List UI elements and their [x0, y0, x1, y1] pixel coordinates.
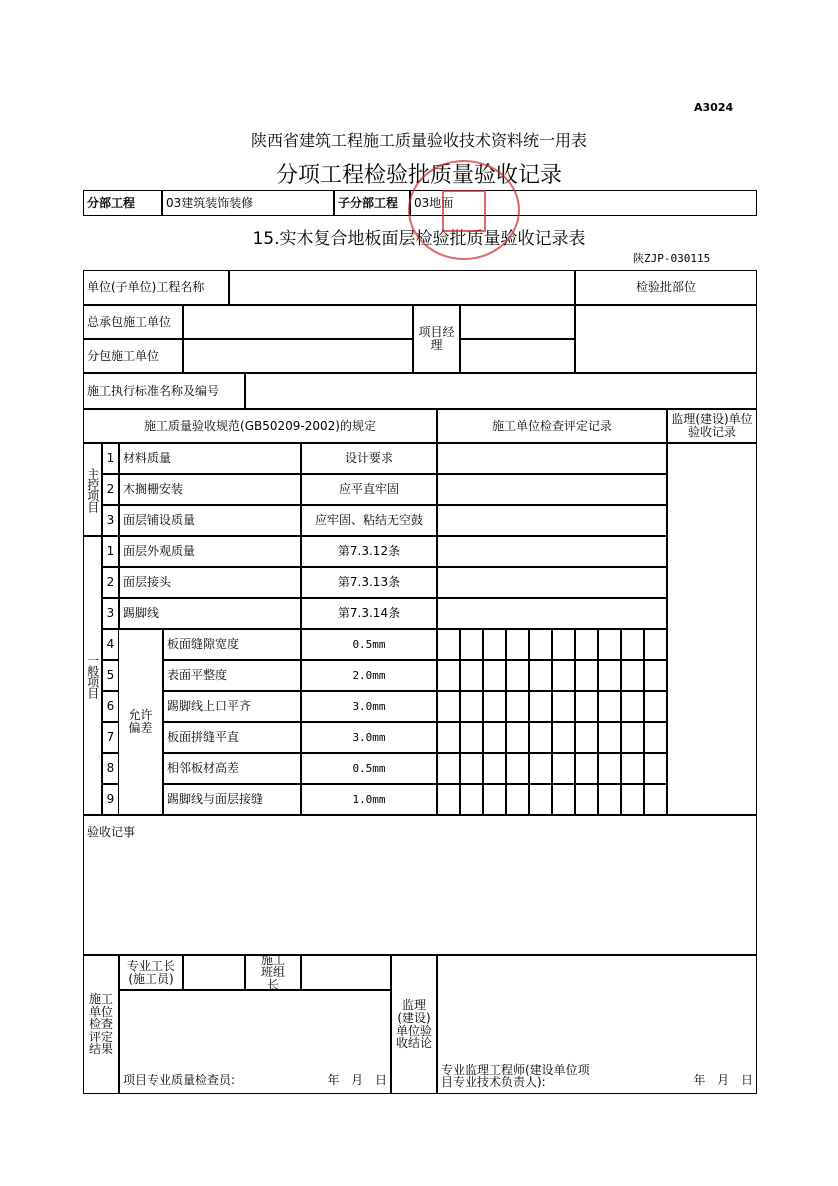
- measurement-cell[interactable]: [552, 753, 575, 784]
- measurement-cell[interactable]: [460, 691, 483, 722]
- measurement-cell[interactable]: [644, 784, 667, 815]
- measurement-cell[interactable]: [483, 691, 506, 722]
- measurement-cell[interactable]: [529, 629, 552, 660]
- construction-record-cell[interactable]: [437, 443, 667, 474]
- row-number: 3: [102, 598, 119, 629]
- measurement-cell[interactable]: [575, 753, 598, 784]
- date-label: 年 月 日: [327, 1073, 387, 1088]
- measurement-cell[interactable]: [575, 691, 598, 722]
- project-manager-field-2[interactable]: [460, 339, 575, 373]
- measurement-cell[interactable]: [644, 629, 667, 660]
- tolerance-value: 0.5mm: [301, 753, 437, 784]
- measurement-cell[interactable]: [644, 722, 667, 753]
- construction-record-header: 施工单位检查评定记录: [437, 409, 667, 443]
- foreman-field[interactable]: [183, 955, 245, 990]
- remarks-box[interactable]: [83, 815, 757, 955]
- project-name-label: 单位(子单位)工程名称: [83, 270, 229, 305]
- measurement-cell[interactable]: [437, 753, 460, 784]
- item-name: 材料质量: [119, 443, 301, 474]
- measurement-cell[interactable]: [621, 691, 644, 722]
- measurement-cell[interactable]: [506, 722, 529, 753]
- deviation-label: 允许偏差: [118, 629, 163, 815]
- measurement-cell[interactable]: [644, 753, 667, 784]
- row-number: 7: [102, 722, 119, 753]
- measurement-cell[interactable]: [598, 629, 621, 660]
- sub-division-value[interactable]: 03地面: [410, 190, 757, 216]
- measurement-cell[interactable]: [437, 722, 460, 753]
- measurement-cell[interactable]: [575, 629, 598, 660]
- supervisor-record-field[interactable]: [667, 443, 757, 815]
- measurement-cell[interactable]: [506, 691, 529, 722]
- measurement-cell[interactable]: [529, 784, 552, 815]
- construction-result-label: 施工单位检查评定结果: [83, 955, 119, 1094]
- foreman-label: 专业工长(施工员): [119, 955, 183, 990]
- sub-division-label: 子分部工程: [334, 190, 410, 216]
- measurement-cell[interactable]: [575, 784, 598, 815]
- measurement-cell[interactable]: [552, 660, 575, 691]
- project-manager-field-1[interactable]: [460, 305, 575, 339]
- item-name: 面层铺设质量: [119, 505, 301, 536]
- row-number: 2: [102, 474, 119, 505]
- row-number: 6: [102, 691, 119, 722]
- requirement-value: 第7.3.13条: [301, 567, 437, 598]
- construction-record-cell[interactable]: [437, 505, 667, 536]
- construction-result-field[interactable]: [119, 990, 391, 1094]
- inspector-label: 项目专业质量检查员:: [123, 1073, 236, 1088]
- division-label: 分部工程: [83, 190, 162, 216]
- measurement-cell[interactable]: [437, 784, 460, 815]
- requirement-value: 应平直牢固: [301, 474, 437, 505]
- item-name: 表面平整度: [163, 660, 301, 691]
- measurement-cell[interactable]: [598, 722, 621, 753]
- measurement-cell[interactable]: [644, 691, 667, 722]
- measurement-cell[interactable]: [437, 691, 460, 722]
- row-number: 1: [102, 536, 119, 567]
- requirement-value: 应牢固、粘结无空鼓: [301, 505, 437, 536]
- row-number: 2: [102, 567, 119, 598]
- measurement-cell[interactable]: [598, 753, 621, 784]
- general-contractor-field[interactable]: [183, 305, 413, 339]
- measurement-cell[interactable]: [621, 753, 644, 784]
- measurement-cell[interactable]: [621, 784, 644, 815]
- row-number: 3: [102, 505, 119, 536]
- measurement-cell[interactable]: [552, 629, 575, 660]
- form-code: A3024: [694, 101, 734, 114]
- general-items-label: 一般项目: [83, 536, 102, 815]
- supervisor-record-header: 监理(建设)单位验收记录: [667, 409, 757, 443]
- general-contractor-label: 总承包施工单位: [83, 305, 183, 339]
- header-title: 陕西省建筑工程施工质量验收技术资料统一用表: [250, 131, 587, 150]
- tolerance-value: 1.0mm: [301, 784, 437, 815]
- main-items-label: 主控项目: [83, 443, 102, 536]
- measurement-cell[interactable]: [437, 660, 460, 691]
- measurement-cell[interactable]: [483, 629, 506, 660]
- measurement-cell[interactable]: [483, 784, 506, 815]
- measurement-cell[interactable]: [506, 784, 529, 815]
- item-name: 板面拼缝平直: [163, 722, 301, 753]
- row-number: 4: [102, 629, 119, 660]
- supervisor-conclusion-field[interactable]: [437, 955, 757, 1094]
- remarks-label: 验收记事: [87, 825, 136, 839]
- measurement-cell[interactable]: [460, 753, 483, 784]
- measurement-cell[interactable]: [552, 691, 575, 722]
- measurement-cell[interactable]: [644, 660, 667, 691]
- measurement-cell[interactable]: [598, 660, 621, 691]
- measurement-cell[interactable]: [598, 691, 621, 722]
- measurement-cell[interactable]: [598, 784, 621, 815]
- measurement-cell[interactable]: [529, 660, 552, 691]
- measurement-cell[interactable]: [552, 784, 575, 815]
- project-manager-label: 项目经理: [413, 305, 460, 373]
- construction-record-cell[interactable]: [437, 536, 667, 567]
- row-number: 8: [102, 753, 119, 784]
- measurement-cell[interactable]: [483, 722, 506, 753]
- main-title: 分项工程检验批质量验收记录: [275, 163, 562, 188]
- batch-location-field[interactable]: [575, 305, 757, 373]
- team-leader-field[interactable]: [301, 955, 391, 990]
- measurement-cell[interactable]: [506, 629, 529, 660]
- item-name: 踢脚线: [119, 598, 301, 629]
- measurement-cell[interactable]: [506, 753, 529, 784]
- requirement-value: 第7.3.12条: [301, 536, 437, 567]
- measurement-cell[interactable]: [437, 629, 460, 660]
- construction-record-cell[interactable]: [437, 598, 667, 629]
- standard-label: 施工执行标准名称及编号: [83, 373, 245, 409]
- construction-record-cell[interactable]: [437, 567, 667, 598]
- project-name-field[interactable]: [229, 270, 575, 305]
- form-number: 陕ZJP-030115: [633, 252, 711, 265]
- requirement-value: 第7.3.14条: [301, 598, 437, 629]
- tolerance-value: 3.0mm: [301, 722, 437, 753]
- subcontractor-field[interactable]: [183, 339, 413, 373]
- measurement-cell[interactable]: [552, 722, 575, 753]
- item-name: 踢脚线上口平齐: [163, 691, 301, 722]
- measurement-cell[interactable]: [529, 722, 552, 753]
- requirement-value: 设计要求: [301, 443, 437, 474]
- tolerance-value: 0.5mm: [301, 629, 437, 660]
- row-number: 9: [102, 784, 119, 815]
- measurement-cell[interactable]: [621, 629, 644, 660]
- measurement-cell[interactable]: [506, 660, 529, 691]
- form-title: 15.实木复合地板面层检验批质量验收记录表: [252, 229, 586, 249]
- measurement-cell[interactable]: [460, 660, 483, 691]
- subcontractor-label: 分包施工单位: [83, 339, 183, 373]
- item-name: 板面缝隙宽度: [163, 629, 301, 660]
- measurement-cell[interactable]: [529, 753, 552, 784]
- measurement-cell[interactable]: [460, 784, 483, 815]
- engineer-label: 专业监理工程师(建设单位项目专业技术负责人):: [441, 1062, 590, 1090]
- item-name: 踢脚线与面层接缝: [163, 784, 301, 815]
- measurement-cell[interactable]: [575, 660, 598, 691]
- item-name: 相邻板材高差: [163, 753, 301, 784]
- tolerance-value: 2.0mm: [301, 660, 437, 691]
- measurement-cell[interactable]: [575, 722, 598, 753]
- measurement-cell[interactable]: [460, 722, 483, 753]
- measurement-cell[interactable]: [621, 722, 644, 753]
- construction-record-cell[interactable]: [437, 474, 667, 505]
- date-label-2: 年 月 日: [693, 1073, 753, 1088]
- spec-header: 施工质量验收规范(GB50209-2002)的规定: [83, 409, 437, 443]
- standard-field[interactable]: [245, 373, 757, 409]
- measurement-cell[interactable]: [460, 629, 483, 660]
- batch-location-label: 检验批部位: [575, 270, 757, 305]
- item-name: 面层外观质量: [119, 536, 301, 567]
- measurement-cell[interactable]: [529, 691, 552, 722]
- tolerance-value: 3.0mm: [301, 691, 437, 722]
- supervisor-conclusion-label: 监理(建设)单位验收结论: [391, 955, 437, 1094]
- division-value[interactable]: 03建筑装饰装修: [162, 190, 334, 216]
- item-name: 木搁栅安装: [119, 474, 301, 505]
- row-number: 1: [102, 443, 119, 474]
- item-name: 面层接头: [119, 567, 301, 598]
- measurement-cell[interactable]: [483, 660, 506, 691]
- measurement-cell[interactable]: [483, 753, 506, 784]
- team-leader-label: 施工班组长: [245, 955, 301, 990]
- row-number: 5: [102, 660, 119, 691]
- measurement-cell[interactable]: [621, 660, 644, 691]
